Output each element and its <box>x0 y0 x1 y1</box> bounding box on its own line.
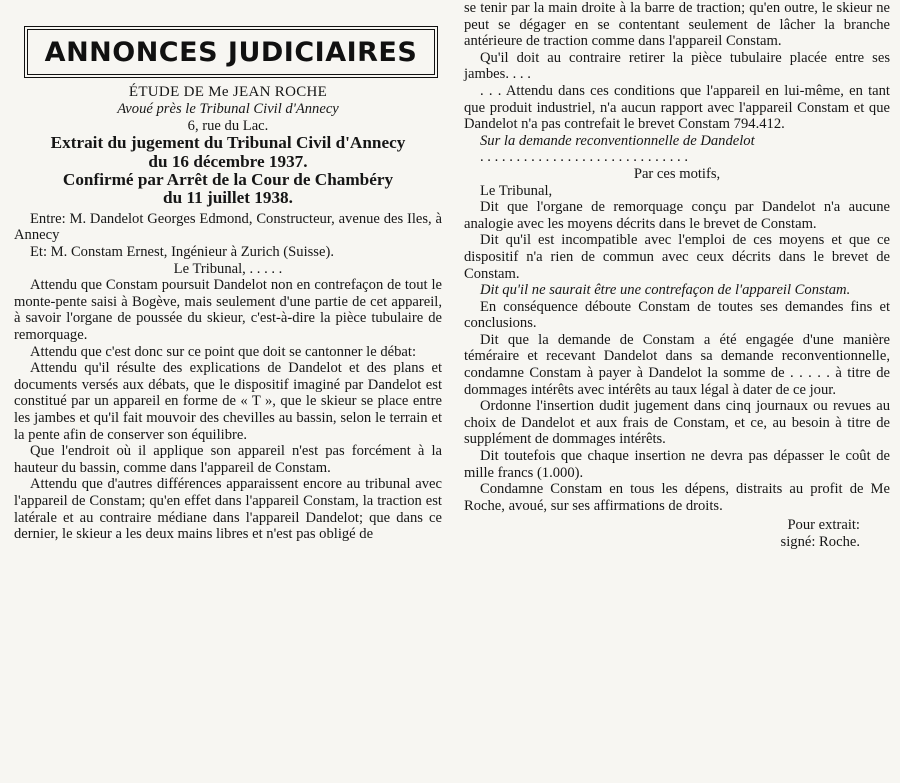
right-paragraph: Qu'il doit au contraire retirer la pièce tubulaire placée entre ses jambes. . . . <box>464 49 890 83</box>
right-paragraph: Par ces motifs, <box>633 165 721 182</box>
left-paragraph: Le Tribunal, . . . . . <box>173 260 283 277</box>
left-paragraph: 6, rue du Lac. <box>187 117 269 134</box>
left-paragraph: du 11 juillet 1938. <box>163 188 293 208</box>
right-paragraph: Dit qu'il ne saurait être une contrefaçon de l'appareil Constam. <box>480 282 851 299</box>
right-paragraph: Le Tribunal, <box>480 182 553 199</box>
right-paragraph: Dit toutefois que chaque insertion ne devra pas dépasser le coût de mille francs (1.000). <box>464 448 890 481</box>
left-paragraph: ÉTUDE DE Me JEAN ROCHE <box>128 84 328 100</box>
right-paragraph: Dit que la demande de Constam a été engagée d'une manière téméraire et recevant Dandelot dans sa demande reconventionnelle, condamne Constam à payer à Dandelot la somme de . . . . . à titre de dommages intérêts avec intérêts au taux légal à dater de ce jour. <box>464 331 890 398</box>
right-paragraph: Dit que l'organe de remorquage conçu par Dandelot n'a aucune analogie avec les moyens décrits dans le brevet de Constam. <box>464 199 890 232</box>
right-paragraph: Sur la demande reconventionnelle de Dandelot <box>480 132 755 149</box>
right-paragraph: Condamne Constam en tous les dépens, distraits au profit de Me Roche, avoué, sur ses affirmations de droits. <box>464 481 890 514</box>
left-paragraph: Attendu que Constam poursuit Dandelot non en contrefaçon de tout le monte-pente saisi à Bogève, mais seulement d'une partie de cet appareil, à savoir l'organe de poussée du skieur, c'est-à-dire la pièce tubulaire de remorquage. <box>14 277 442 343</box>
left-column-body <box>14 84 442 543</box>
right-paragraph: se tenir par la main droite à la barre de traction; qu'en outre, le skieur ne peut se dégager en se contentant seulement de lâcher la branche antérieure de traction comme dans l'appareil Constam. <box>464 0 890 50</box>
right-paragraph: . . . . . . . . . . . . . . . . . . . . . . . . . . . . . <box>480 149 688 166</box>
left-paragraph: Avoué près le Tribunal Civil d'Annecy <box>117 101 339 117</box>
left-paragraph: Attendu qu'il résulte des explications de Dandelot et des plans et documents versés aux débats, que le dispositif imaginé par Dandelot est constitué par un appareil en forme de « T », que le skieur se place entre les jambes et qu'il fait mouvoir des chevilles au bassin, selon le terrain et la pente afin de conserver son équilibre. <box>14 360 442 443</box>
left-paragraph: Attendu que c'est donc sur ce point que doit se cantonner le débat: <box>30 343 417 360</box>
right-paragraph: Pour extrait: <box>787 517 860 534</box>
right-column-body <box>464 0 890 551</box>
left-column <box>14 0 442 543</box>
section-banner <box>24 26 438 78</box>
left-paragraph: du 16 décembre 1937. <box>148 151 308 171</box>
right-column <box>464 0 890 551</box>
left-paragraph: Et: M. Constam Ernest, Ingénieur à Zurich (Suisse). <box>30 244 334 260</box>
left-paragraph: Que l'endroit où il applique son appareil n'est pas forcément à la hauteur du bassin, comme dans l'appareil de Constam. <box>14 443 442 476</box>
left-paragraph: Entre: M. Dandelot Georges Edmond, Constructeur, avenue des Iles, à Annecy <box>14 210 442 244</box>
banner-title: ANNONCES JUDICIAIRES <box>44 36 418 68</box>
right-paragraph: . . . Attendu dans ces conditions que l'appareil en lui-même, en tant que produit industriel, n'a aucun rapport avec l'appareil Constam et que Dandelot n'a pas contrefait le brevet Constam 794.412. <box>464 82 890 133</box>
right-paragraph: Ordonne l'insertion dudit jugement dans cinq journaux ou revues au choix de Dandelot et aux frais de Constam, et ce, au besoin à titre de supplément de dommages intérêts. <box>464 398 890 448</box>
left-paragraph: Confirmé par Arrêt de la Cour de Chambéry <box>62 170 394 189</box>
left-paragraph: Extrait du jugement du Tribunal Civil d'Annecy <box>50 133 406 153</box>
right-paragraph: Dit qu'il est incompatible avec l'emploi de ces moyens et que ce dispositif n'a rien de commun avec ceux décrits dans le brevet de Constam. <box>464 232 890 282</box>
right-paragraph: En conséquence déboute Constam de toutes ses demandes fins et conclusions. <box>464 298 890 332</box>
right-paragraph: signé: Roche. <box>780 534 860 550</box>
left-paragraph: Attendu que d'autres différences apparaissent encore au tribunal avec l'appareil de Constam; qu'en effet dans l'appareil Constam, la traction est latérale et au contraire médiane dans l'appareil Dandelot; que dans ce dernier, le skieur a les deux mains libres et n'est pas obligé de <box>14 476 442 543</box>
